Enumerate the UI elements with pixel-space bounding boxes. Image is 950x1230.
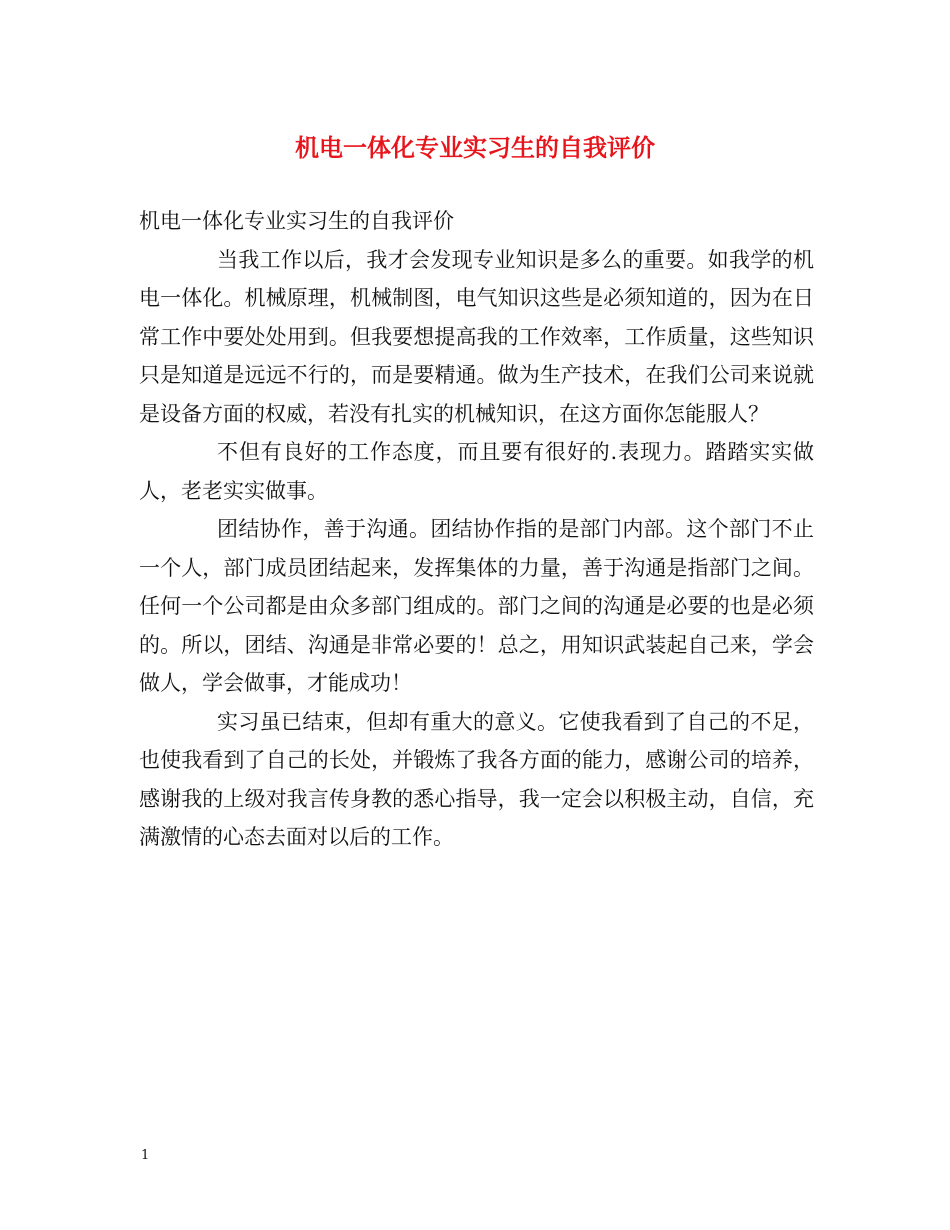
paragraph-1: 当我工作以后，我才会发现专业知识是多么的重要。如我学的机电一体化。机械原理，机械制图，电气知识这些是必须知道的，因为在日常工作中要处处用到。但我要想提高我的工作效率，工作质量，这些知识只是知道是远远不行的，而是要精通。做为生产技术，在我们公司来说就是设备方面的权威，若没有扎实的机械知识，在这方面你怎能服人？ xyxy=(139,247,814,426)
document-title: 机电一体化专业实习生的自我评价 xyxy=(295,133,655,162)
paragraph-3: 团结协作，善于沟通。团结协作指的是部门内部。这个部门不止一个人，部门成员团结起来，发挥集体的力量，善于沟通是指部门之间。任何一个公司都是由众多部门组成的。部门之间的沟通是必要的也是必须的。所以，团结、沟通是非常必要的！总之，用知识武装起自己来，学会做人，学会做事，才能成功！ xyxy=(139,517,814,695)
paragraph-4: 实习虽已结束，但却有重大的意义。它使我看到了自己的不足，也使我看到了自己的长处，并锻炼了我各方面的能力，感谢公司的培养，感谢我的上级对我言传身教的悉心指导，我一定会以积极主动，自信，充满激情的心态去面对以后的工作。 xyxy=(139,709,814,849)
document-body xyxy=(139,202,814,857)
page-number: 1 xyxy=(141,1148,150,1163)
body-subtitle: 机电一体化专业实习生的自我评价 xyxy=(139,209,454,233)
paragraph-2: 不但有良好的工作态度，而且要有很好的.表现力。踏踏实实做人，老老实实做事。 xyxy=(139,440,814,503)
